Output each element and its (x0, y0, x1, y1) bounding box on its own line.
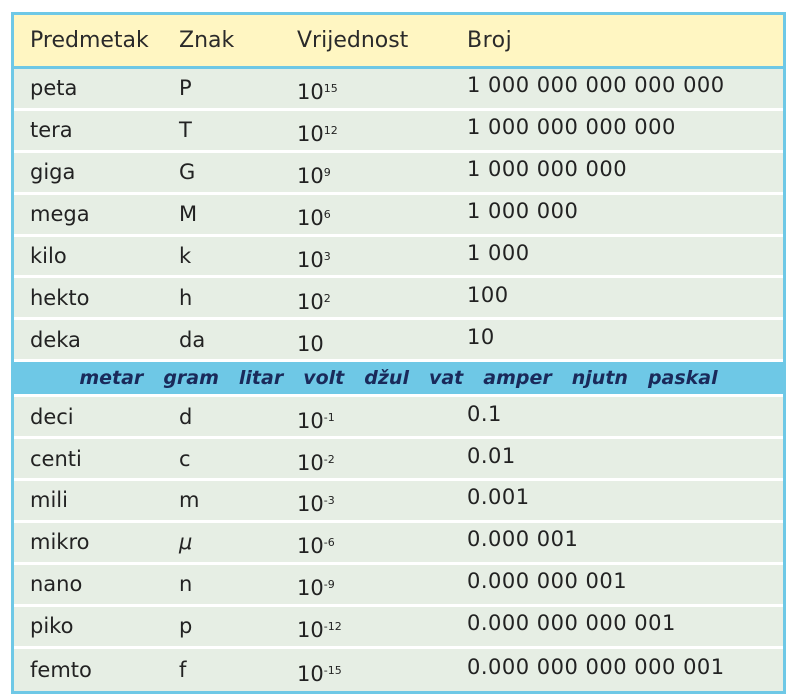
table-row (14, 320, 783, 362)
prefix-value (297, 202, 467, 231)
header-number: Broj (467, 28, 513, 53)
prefix-number: 0.1 (467, 401, 502, 426)
prefix-number: 0.001 (467, 485, 530, 510)
prefix-value (297, 286, 467, 314)
prefix-name: tera (30, 118, 73, 143)
prefix-name: piko (30, 614, 74, 639)
value-base: 10 (297, 80, 324, 105)
prefix-number: 1 000 000 000 (467, 157, 628, 182)
value-base: 10 (297, 206, 324, 231)
unit-name: paskal (647, 367, 718, 390)
unit-name: amper (483, 367, 552, 390)
power-of-ten (297, 80, 338, 104)
prefix-value (297, 572, 467, 601)
prefix-value (297, 160, 467, 189)
value-base: 10 (297, 661, 324, 686)
prefix-symbol: k (179, 244, 192, 268)
prefix-name: peta (30, 76, 78, 101)
header-prefix: Predmetak (30, 28, 149, 53)
value-base: 10 (297, 331, 324, 356)
table-row (14, 607, 783, 649)
prefix-symbol: M (179, 202, 198, 227)
table-row (14, 397, 783, 439)
prefix-symbol: da (179, 327, 206, 352)
prefix-number-cell (467, 527, 783, 554)
prefix-number: 1 000 000 (467, 199, 579, 224)
table-row (14, 649, 783, 691)
value-exponent: -2 (323, 452, 335, 466)
prefix-name: centi (30, 446, 82, 471)
prefix-number: 100 (467, 282, 509, 307)
table-row (14, 278, 783, 320)
prefix-symbol: f (179, 657, 187, 682)
prefix-number: 0.01 (467, 443, 516, 468)
unit-name: vat (428, 367, 464, 390)
power-of-ten (297, 534, 335, 558)
value-exponent: 6 (323, 208, 331, 222)
prefix-symbol: n (179, 572, 193, 597)
table-row (14, 69, 783, 111)
units-band (14, 362, 783, 397)
table-row (14, 111, 783, 153)
prefix-number-cell (467, 443, 783, 471)
prefix-name: mikro (30, 530, 90, 555)
value-exponent: -6 (323, 536, 335, 550)
power-of-ten (297, 409, 335, 433)
prefix-number-cell (467, 485, 783, 512)
value-exponent: 2 (323, 291, 331, 305)
table-row (14, 565, 783, 607)
prefix-value (297, 328, 467, 356)
value-exponent: 12 (323, 124, 338, 138)
power-of-ten (297, 248, 331, 272)
value-exponent: -12 (323, 620, 342, 634)
table-row (14, 237, 783, 279)
power-of-ten (297, 492, 335, 516)
power-of-ten (297, 332, 324, 356)
prefix-symbol: m (179, 488, 200, 513)
prefix-number: 0.000 000 000 000 001 (467, 654, 725, 679)
table-row (14, 481, 783, 523)
prefix-symbol: μ (179, 530, 193, 555)
value-base: 10 (297, 618, 324, 643)
prefix-number-cell (467, 611, 783, 638)
unit-name: džul (364, 367, 409, 390)
power-of-ten (297, 206, 331, 230)
value-base: 10 (297, 576, 324, 601)
power-of-ten (297, 164, 331, 188)
prefix-symbol: T (179, 118, 192, 143)
prefix-value (297, 447, 467, 475)
unit-name: volt (303, 367, 345, 390)
prefix-symbol: p (179, 614, 193, 639)
table-row (14, 195, 783, 237)
prefix-value (297, 614, 467, 643)
header-symbol: Znak (179, 28, 235, 53)
value-base: 10 (297, 450, 324, 475)
prefix-value (297, 488, 467, 517)
prefix-name: giga (30, 160, 76, 185)
value-exponent: -1 (323, 410, 335, 424)
prefix-symbol: h (179, 285, 193, 310)
prefix-number-cell (467, 401, 783, 429)
prefix-value (297, 405, 467, 433)
big-prefix-rows (14, 69, 783, 362)
prefix-value (297, 118, 467, 147)
prefix-number: 0.000 001 (467, 527, 579, 552)
prefix-number: 1 000 000 000 000 (467, 115, 676, 140)
prefix-name: hekto (30, 285, 90, 310)
table-row (14, 153, 783, 195)
prefix-number: 1 000 (467, 241, 530, 265)
unit-name: metar (79, 367, 144, 390)
value-base: 10 (297, 248, 324, 272)
prefix-name: mega (30, 202, 90, 227)
prefix-value (297, 530, 467, 559)
prefix-table (11, 12, 786, 694)
value-base: 10 (297, 534, 324, 559)
prefix-number-cell (467, 324, 783, 352)
prefix-symbol: P (179, 76, 192, 101)
prefix-number-cell (467, 654, 783, 682)
prefix-number-cell (467, 115, 783, 142)
value-exponent: -9 (323, 578, 335, 592)
power-of-ten (297, 618, 342, 642)
value-base: 10 (297, 289, 324, 314)
prefix-name: kilo (30, 244, 67, 268)
unit-name: gram (163, 367, 219, 390)
header-value: Vrijednost (297, 28, 409, 53)
prefix-number-cell (467, 569, 783, 596)
prefix-number-cell (467, 282, 783, 310)
prefix-number: 10 (467, 324, 495, 349)
unit-name: litar (238, 367, 284, 390)
prefix-value (297, 244, 467, 272)
prefix-name: femto (30, 657, 92, 682)
unit-name: njutn (571, 367, 628, 390)
value-exponent: 3 (323, 250, 331, 263)
prefix-value (297, 76, 467, 105)
prefix-number: 0.000 000 001 (467, 569, 628, 594)
power-of-ten (297, 451, 335, 475)
value-base: 10 (297, 122, 324, 147)
prefix-name: deka (30, 327, 81, 352)
prefix-number: 0.000 000 000 001 (467, 611, 676, 636)
power-of-ten (297, 122, 338, 146)
table-header (14, 15, 783, 69)
table-row (14, 439, 783, 481)
small-prefix-rows (14, 397, 783, 690)
prefix-number: 1 000 000 000 000 000 (467, 73, 725, 98)
value-exponent: 15 (323, 82, 338, 96)
prefix-number-cell (467, 241, 783, 268)
power-of-ten (297, 576, 335, 600)
value-exponent: -3 (323, 494, 335, 508)
prefix-symbol: G (179, 160, 196, 185)
value-exponent: 9 (323, 166, 331, 180)
prefix-value (297, 658, 467, 686)
power-of-ten (297, 290, 331, 314)
prefix-number-cell (467, 157, 783, 184)
prefix-number-cell (467, 73, 783, 100)
prefix-name: mili (30, 488, 68, 513)
prefix-name: nano (30, 572, 83, 597)
prefix-name: deci (30, 404, 74, 429)
prefix-number-cell (467, 199, 783, 226)
value-base: 10 (297, 492, 324, 517)
value-exponent: -15 (323, 663, 342, 677)
prefix-symbol: d (179, 404, 193, 429)
prefix-symbol: c (179, 446, 191, 471)
power-of-ten (297, 662, 342, 686)
value-base: 10 (297, 408, 324, 433)
table-row (14, 523, 783, 565)
value-base: 10 (297, 164, 324, 189)
